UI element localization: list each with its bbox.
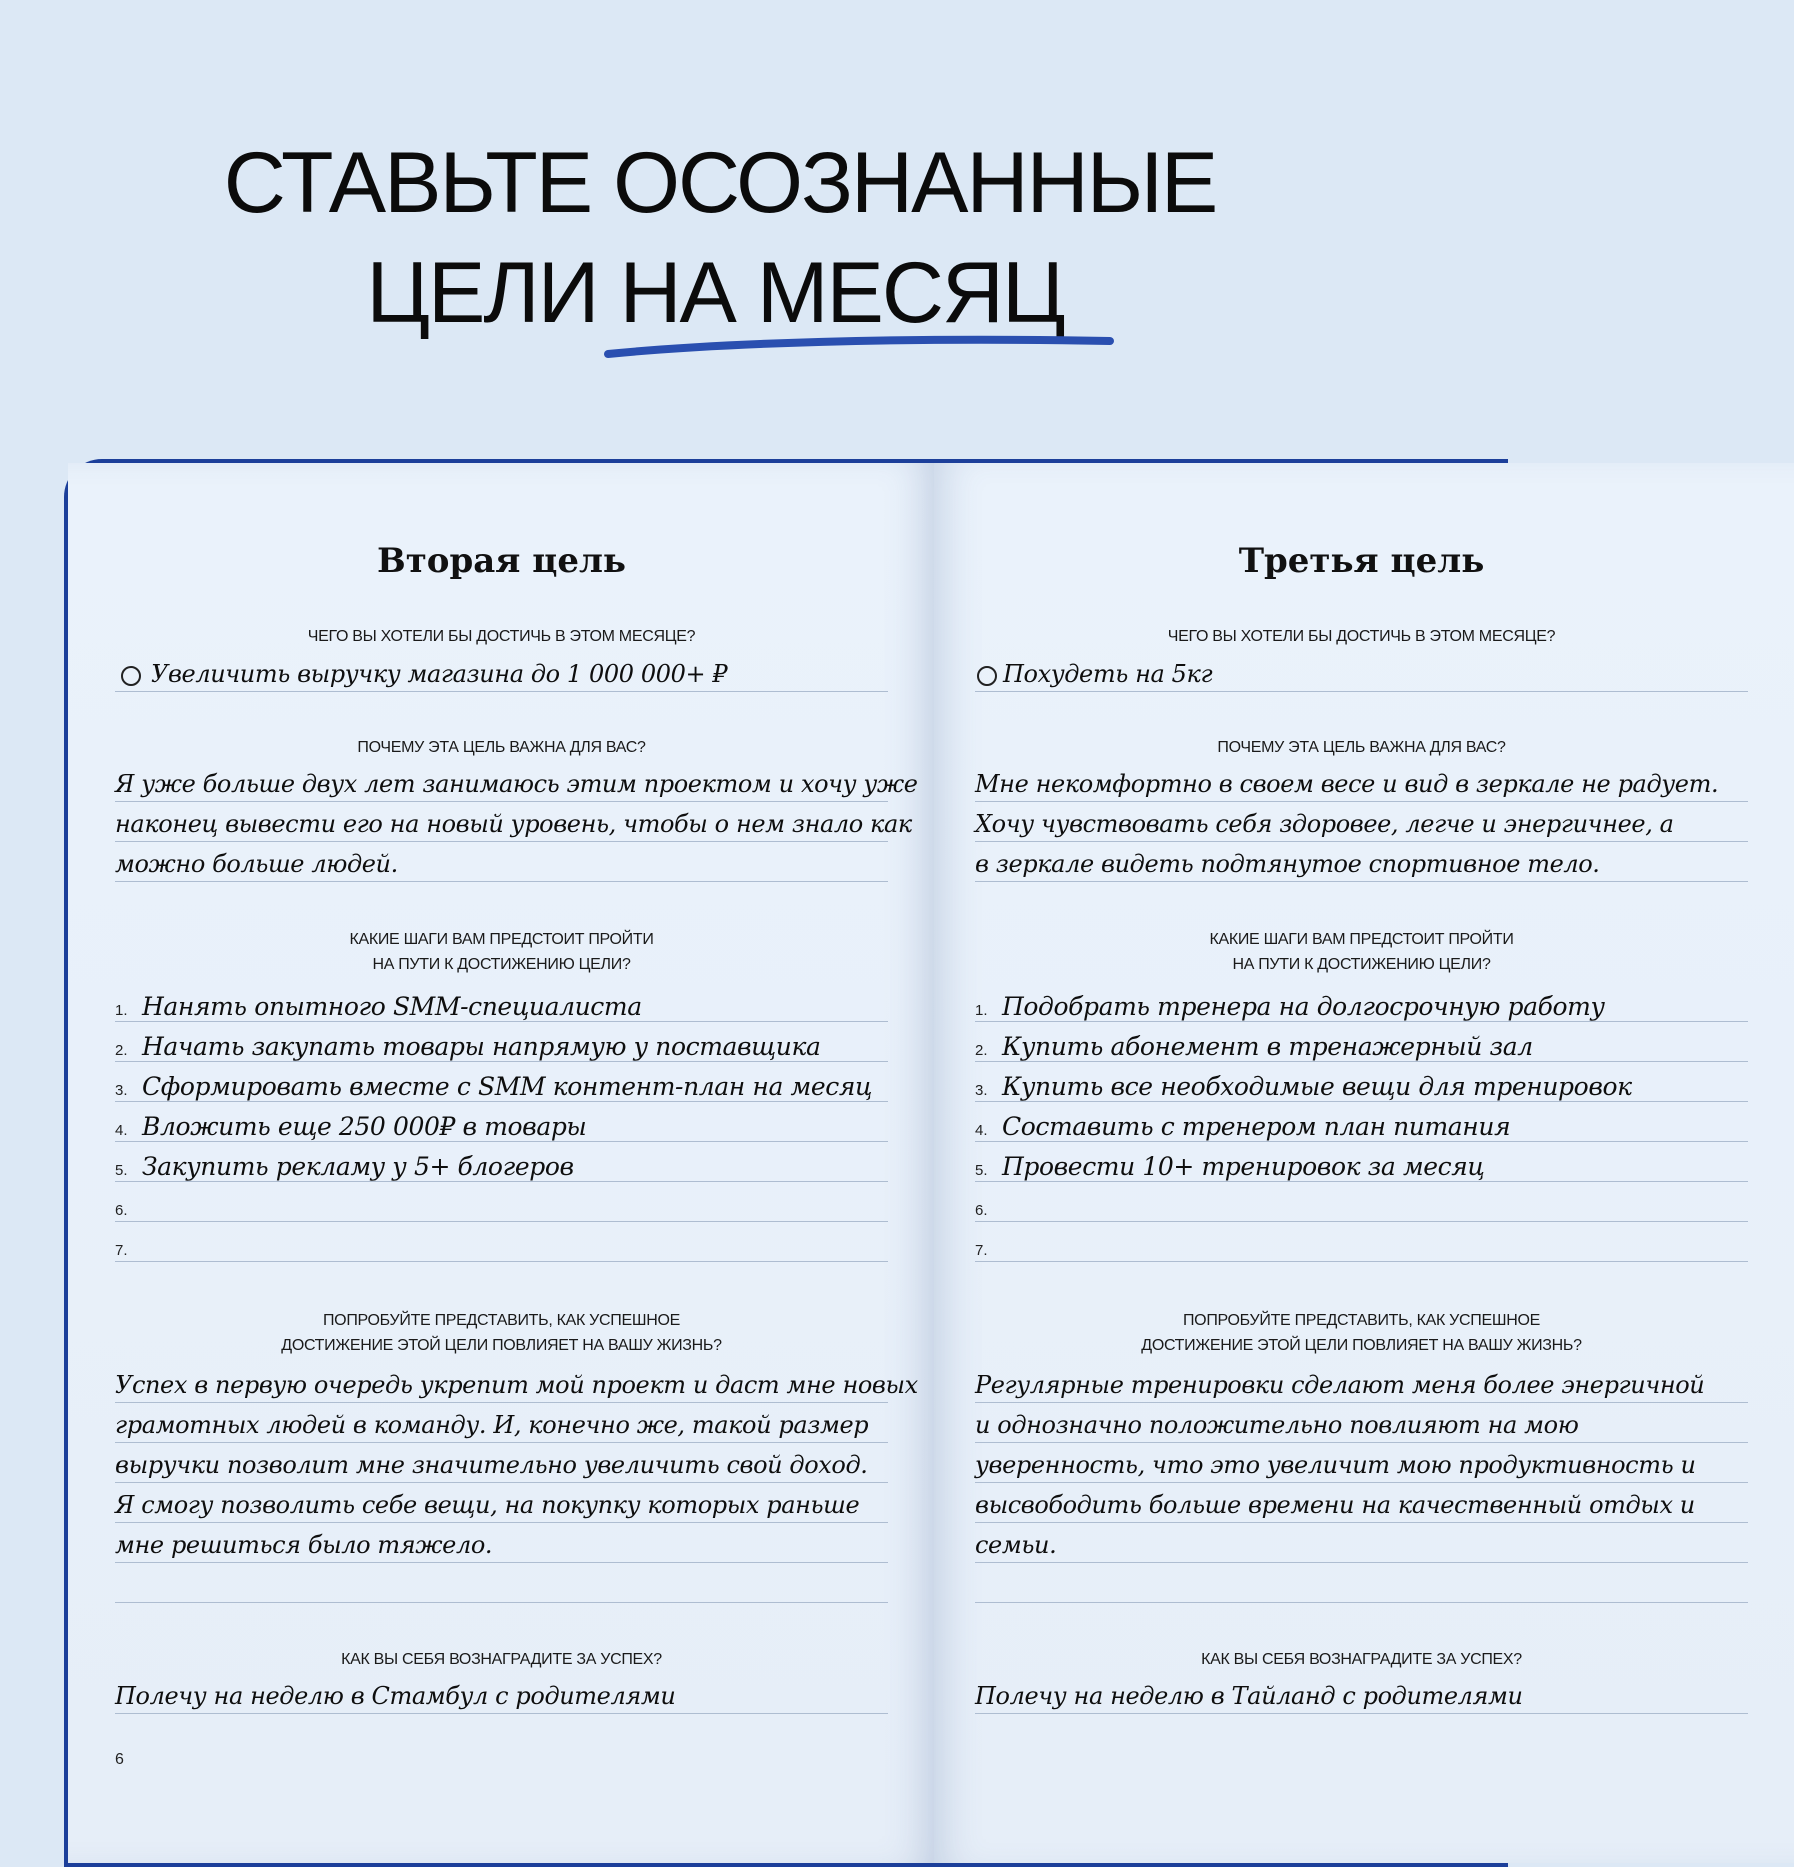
left-impact-line-2: грамотных людей в команду. И, конечно же, такой размер [115, 1411, 869, 1439]
ruled-line [115, 1402, 888, 1403]
ruled-line [115, 1602, 888, 1603]
left-step-5: 5. Закупить рекламу у 5+ блогеров [115, 1152, 574, 1181]
right-question-reward: КАК ВЫ СЕБЯ ВОЗНАГРАДИТЕ ЗА УСПЕХ? [1201, 1651, 1522, 1668]
right-page [934, 463, 1794, 1863]
headline-underline [600, 325, 1120, 365]
ruled-line [115, 1562, 888, 1563]
left-impact-line-4: Я смогу позволить себе вещи, на покупку которых раньше [115, 1491, 860, 1519]
right-question-steps: КАКИЕ ШАГИ ВАМ ПРЕДСТОИТ ПРОЙТИ НА ПУТИ К ДОСТИЖЕНИЮ ЦЕЛИ? [1209, 931, 1514, 973]
ruled-line [975, 1562, 1748, 1563]
right-reward-answer: Полечу на неделю в Тайланд с родителями [975, 1682, 1523, 1710]
goal-checkbox-icon[interactable] [977, 666, 997, 686]
left-question-why: ПОЧЕМУ ЭТА ЦЕЛЬ ВАЖНА ДЛЯ ВАС? [357, 739, 646, 756]
right-step-1: 1. Подобрать тренера на долгосрочную работу [975, 992, 1605, 1021]
right-why-line-3: в зеркале видеть подтянутое спортивное тело. [975, 850, 1600, 878]
left-goal-line [115, 691, 888, 692]
left-page [68, 463, 934, 1863]
ruled-line [975, 881, 1748, 882]
left-why-line-3: можно больше людей. [115, 850, 398, 878]
ruled-line [975, 1261, 1748, 1262]
ruled-line [975, 801, 1748, 802]
ruled-line [115, 881, 888, 882]
ruled-line [115, 1442, 888, 1443]
right-goal-title: Третья цель [1238, 541, 1485, 581]
left-step-1: 1. Нанять опытного SMM-специалиста [115, 992, 642, 1021]
left-goal-title: Вторая цель [376, 541, 627, 581]
right-impact-line-5: семьи. [975, 1531, 1057, 1559]
left-reward-answer: Полечу на неделю в Стамбул с родителями [115, 1682, 676, 1710]
ruled-line [975, 1602, 1748, 1603]
right-step-3: 3. Купить все необходимые вещи для тренировок [975, 1072, 1632, 1101]
right-step-5: 5. Провести 10+ тренировок за месяц [975, 1152, 1485, 1181]
right-question-impact: ПОПРОБУЙТЕ ПРЕДСТАВИТЬ, КАК УСПЕШНОЕ ДОСТИЖЕНИЕ ЭТОЙ ЦЕЛИ ПОВЛИЯЕТ НА ВАШУ ЖИЗНЬ? [1141, 1312, 1582, 1354]
left-question-reward: КАК ВЫ СЕБЯ ВОЗНАГРАДИТЕ ЗА УСПЕХ? [341, 1651, 662, 1668]
right-goal-answer: Похудеть на 5кг [975, 654, 1748, 694]
left-question-goal: ЧЕГО ВЫ ХОТЕЛИ БЫ ДОСТИЧЬ В ЭТОМ МЕСЯЦЕ? [307, 628, 696, 645]
right-impact-line-3: уверенность, что это увеличит мою продуктивность и [975, 1451, 1696, 1479]
ruled-line [975, 841, 1748, 842]
right-why-line-1: Мне некомфортно в своем весе и вид в зеркале не радует. [975, 770, 1719, 798]
ruled-line [115, 1713, 888, 1714]
left-impact-line-5: мне решиться было тяжело. [115, 1531, 493, 1559]
left-goal-answer: Увеличить выручку магазина до 1 000 000+ ₽ [115, 654, 888, 694]
left-question-steps: КАКИЕ ШАГИ ВАМ ПРЕДСТОИТ ПРОЙТИ НА ПУТИ К ДОСТИЖЕНИЮ ЦЕЛИ? [349, 931, 654, 973]
headline-line-2: ЦЕЛИ НА МЕСЯЦ [366, 245, 1064, 341]
right-impact-line-1: Регулярные тренировки сделают меня более энергичной [975, 1371, 1705, 1399]
goal-checkbox-icon[interactable] [121, 666, 141, 686]
left-step-4: 4. Вложить еще 250 000₽ в товары [115, 1112, 587, 1141]
left-step-7: 7. [115, 1242, 128, 1259]
ruled-line [975, 1713, 1748, 1714]
ruled-line [115, 841, 888, 842]
ruled-line [975, 1402, 1748, 1403]
headline-line-1: СТАВЬТЕ ОСОЗНАННЫЕ [223, 135, 1217, 231]
notebook-spread [64, 459, 1719, 1867]
ruled-line [115, 801, 888, 802]
page-headline [0, 128, 1440, 348]
right-step-7: 7. [975, 1242, 988, 1259]
left-impact-line-3: выручки позволит мне значительно увеличить свой доход. [115, 1451, 868, 1479]
right-question-goal: ЧЕГО ВЫ ХОТЕЛИ БЫ ДОСТИЧЬ В ЭТОМ МЕСЯЦЕ? [1167, 628, 1556, 645]
left-why-line-2: наконец вывести его на новый уровень, чтобы о нем знало как [115, 810, 912, 838]
ruled-line [115, 1522, 888, 1523]
right-step-2: 2. Купить абонемент в тренажерный зал [975, 1032, 1533, 1061]
ruled-line [975, 1442, 1748, 1443]
right-impact-line-2: и однозначно положительно повлияют на мою [975, 1411, 1579, 1439]
left-step-3: 3. Сформировать вместе с SMM контент-план на месяц [115, 1072, 873, 1101]
left-step-2: 2. Начать закупать товары напрямую у поставщика [115, 1032, 821, 1061]
left-question-impact: ПОПРОБУЙТЕ ПРЕДСТАВИТЬ, КАК УСПЕШНОЕ ДОСТИЖЕНИЕ ЭТОЙ ЦЕЛИ ПОВЛИЯЕТ НА ВАШУ ЖИЗНЬ? [281, 1312, 722, 1354]
ruled-line [115, 1482, 888, 1483]
right-step-4: 4. Составить с тренером план питания [975, 1112, 1511, 1141]
ruled-line [975, 691, 1748, 692]
right-question-why: ПОЧЕМУ ЭТА ЦЕЛЬ ВАЖНА ДЛЯ ВАС? [1217, 739, 1506, 756]
left-impact-line-1: Успех в первую очередь укрепит мой проект и даст мне новых [115, 1371, 918, 1399]
ruled-line [115, 1261, 888, 1262]
left-why-line-1: Я уже больше двух лет занимаюсь этим проектом и хочу уже [115, 770, 918, 798]
ruled-line [975, 1482, 1748, 1483]
page-number: 6 [115, 1751, 124, 1768]
right-step-6: 6. [975, 1202, 988, 1219]
left-step-6: 6. [115, 1202, 128, 1219]
right-why-line-2: Хочу чувствовать себя здоровее, легче и энергичнее, а [975, 810, 1674, 838]
ruled-line [975, 1522, 1748, 1523]
right-impact-line-4: высвободить больше времени на качественный отдых и [975, 1491, 1695, 1519]
